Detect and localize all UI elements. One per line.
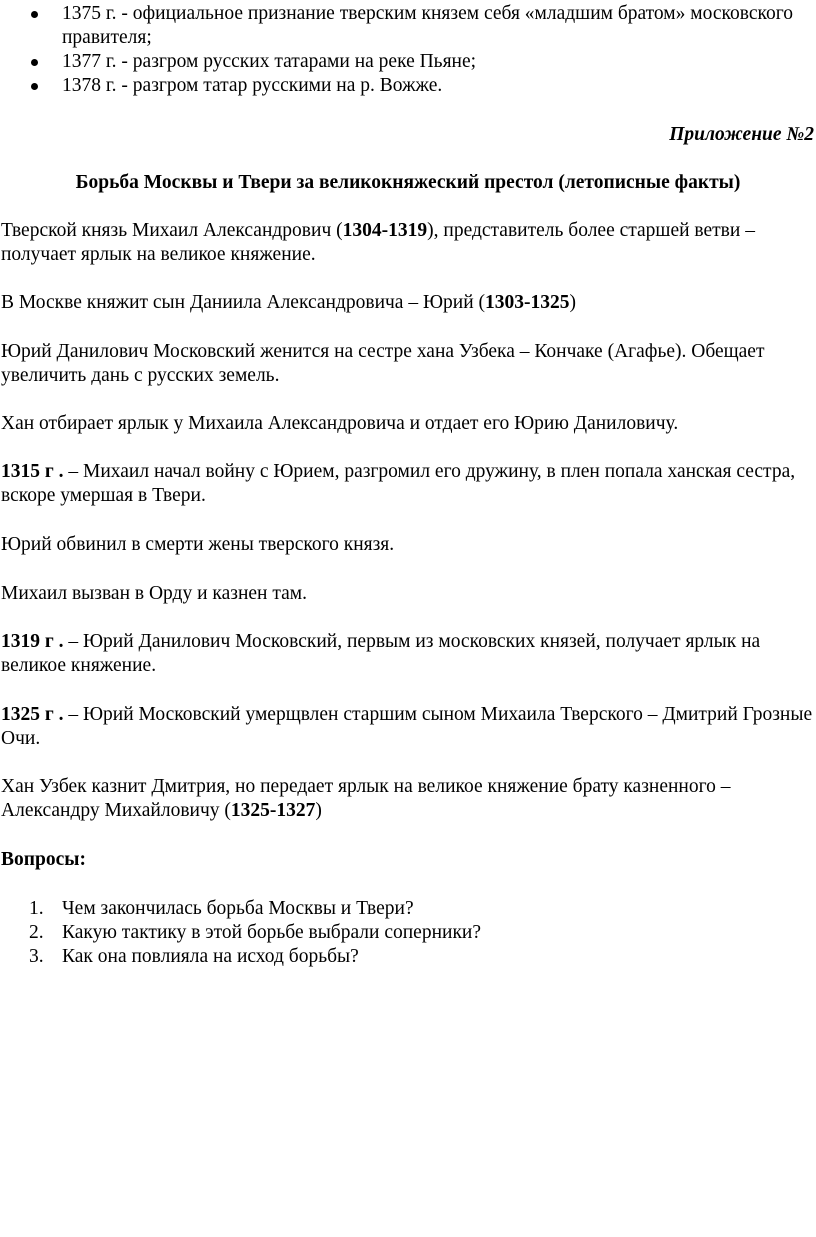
bullet-text: 1377 г. - разгром русских татарами на реке Пьяне; — [62, 51, 477, 72]
paragraph-text: ) — [315, 800, 322, 821]
paragraph-marriage: Юрий Данилович Московский женится на сестре хана Узбека – Кончаке (Агафье). Обещает увеличить дань с русских земель. — [1, 341, 765, 386]
paragraph-accusation: Юрий обвинил в смерти жены тверского князя. — [1, 534, 395, 555]
question-text: Как она повлияла на исход борьбы? — [62, 946, 359, 967]
question-number: 2. — [29, 922, 44, 943]
paragraph-text: Хан Узбек казнит Дмитрия, но передает ярлык на великое княжение брату казненного – Александру Михайловичу ( — [1, 776, 731, 821]
bullet-text: 1378 г. - разгром татар русскими на р. Вожже. — [62, 75, 443, 96]
list-item — [0, 945, 816, 969]
paragraph-date: 1325-1327 — [230, 800, 316, 821]
list-item — [0, 2, 816, 50]
bullet-icon — [31, 11, 38, 18]
questions-title: Вопросы: — [1, 849, 86, 870]
paragraph-text: – Михаил начал войну с Юрием, разгромил его дружину, в плен попала ханская сестра, вскоре умершая в Твери. — [1, 461, 796, 506]
events-bullet-list — [0, 2, 816, 98]
paragraph-mikhail — [1, 219, 813, 267]
paragraph-yarlyk-taken: Хан отбирает ярлык у Михаила Александровича и отдает его Юрию Даниловичу. — [1, 413, 679, 434]
paragraph-date: 1325 г . — [1, 704, 64, 725]
paragraph-uzbek — [1, 775, 813, 823]
bullet-text: 1375 г. - официальное признание тверским князем себя «младшим братом» московского правителя; — [62, 3, 793, 48]
paragraph-yuri — [1, 291, 813, 315]
paragraph-1325 — [1, 703, 813, 751]
bullet-icon — [31, 59, 38, 66]
question-number: 1. — [29, 898, 44, 919]
list-item — [0, 50, 816, 74]
paragraph-text: Тверской князь Михаил Александрович ( — [1, 220, 343, 241]
question-text: Чем закончилась борьба Москвы и Твери? — [62, 898, 414, 919]
list-item — [0, 921, 816, 945]
paragraph-date: 1315 г . — [1, 461, 64, 482]
paragraph-date: 1304-1319 — [342, 220, 428, 241]
paragraph-text: В Москве княжит сын Даниила Александровича – Юрий ( — [1, 292, 485, 313]
paragraph-date: 1319 г . — [1, 631, 64, 652]
question-text: Какую тактику в этой борьбе выбрали соперники? — [62, 922, 482, 943]
paragraph-date: 1303-1325 — [485, 292, 570, 313]
paragraph-1315 — [1, 460, 813, 508]
paragraph-text: – Юрий Данилович Московский, первым из московских князей, получает ярлык на великое княжение. — [1, 631, 761, 676]
paragraph-text: ) — [569, 292, 576, 313]
paragraph-text: ), представитель более старшей ветви – получает ярлык на великое княжение. — [1, 220, 755, 265]
paragraph-1319 — [1, 630, 813, 678]
paragraph-text: – Юрий Московский умерщвлен старшим сыном Михаила Тверского – Дмитрий Грозные Очи. — [1, 704, 813, 749]
appendix-label: Приложение №2 — [669, 124, 814, 145]
bullet-icon — [31, 83, 38, 90]
paragraph-execution: Михаил вызван в Орду и казнен там. — [1, 583, 307, 604]
list-item — [0, 897, 816, 921]
question-number: 3. — [29, 946, 44, 967]
questions-list — [0, 897, 816, 969]
list-item — [0, 74, 816, 98]
page-title: Борьба Москвы и Твери за великокняжеский престол (летописные факты) — [75, 172, 741, 193]
